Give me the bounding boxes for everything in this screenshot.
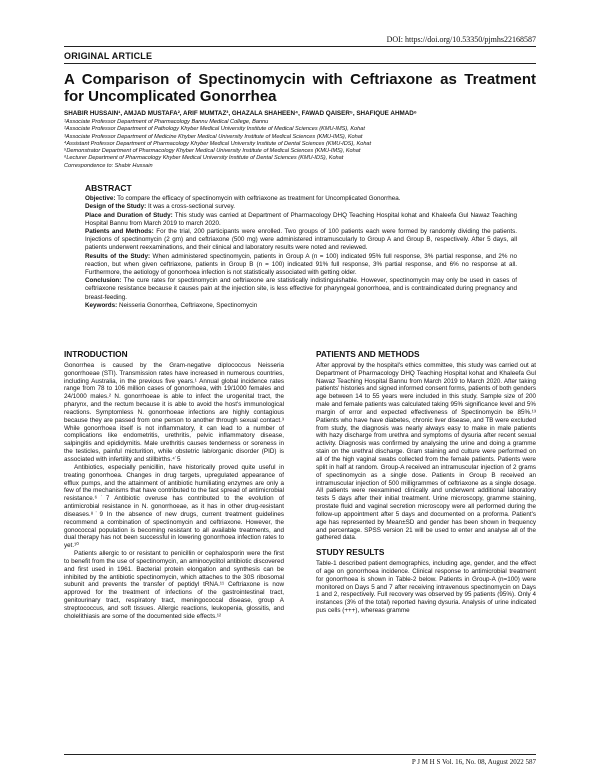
right-column xyxy=(316,351,536,615)
abstract-objective: Objective: To compare the efficacy of spectinomycin with ceftriaxone as treatment for Uncomplicated Gonorrhea. xyxy=(85,195,401,203)
left-column xyxy=(64,351,284,621)
correspondence: Correspondence to: Shabir Hussain xyxy=(64,162,153,169)
introduction-paragraph-2: Antibiotics, especially penicillin, have historically proved quite useful in treating gonorrhoea. Changes in drug targets, upregulated appearance of efflux pumps, and the attainment of antibiotic humiliating enzymes are only a few of the mechanisms that have contributed to the fast spread of antimicrobial resistance.⁶˙7 Antibiotic overuse has contributed to the evolution of antimicrobial resistance in N. gonorrhoeae, as it has in other drug-resistant diseases.⁸˙9 In the absence of new drugs, current treatment guidelines recommend a combination of spectinomycin and ceftriaxone. However, the gonococcal population is becoming resistant to all available treatments, and dual therapy has not been successful in lowering gonorrhoea infection rates to yet.¹⁰ xyxy=(64,463,284,550)
affiliation-2: ²Associate Professor Department of Pathology Khyber Medical University Institute of Medical Sciences (KMU-IMS), Kohat xyxy=(64,126,365,133)
header-rule-top xyxy=(64,46,536,47)
affiliation-5: ⁵Demonstrator Department of Pharmacology Khyber Medical University Institute of Medical Sciences (KMU-IMS), Kohat xyxy=(64,148,361,155)
abstract-keywords: Keywords: Neisseria Gonorrhea, Ceftriaxone, Spectinomycin xyxy=(85,301,258,309)
article-title: A Comparison of Spectinomycin with Ceftriaxone as Treatment for Uncomplicated Gonorrhea xyxy=(64,71,536,105)
affiliation-6: ⁶Lecturer Department of Pharmacology Khyber Medical University Institute of Dental Sciences (KMU-IDS), Kohat xyxy=(64,155,344,162)
abstract-results: Results of the Study: When administered spectinomycin, patients in Group A (n = 100) indicated 95% full response, 3% partial response, and 2% no reaction, but when given ceftriaxone, patients in Group B (n = 100) indicated 91% full response, 3% partial response, and 6% no response at all. Furthermore, the aetiology of gonorrhoea infection is not statistically associated with getting older. xyxy=(85,252,517,277)
abstract-place: Place and Duration of Study: This study was carried at Department of Pharmacology DHQ Teaching Hospital kohat and Khaleefa Gul Nawaz Teaching Hospital Bannu from March 2019 to march 2020. xyxy=(85,211,517,227)
affiliation-3: ³Associate Professor Department of Medicine Khyber Medical University Institute of Medical Sciences (KMU-IMS), Kohat xyxy=(64,133,363,140)
page-footer: P J M H S Vol. 16, No. 08, August 2022 587 xyxy=(411,758,536,766)
author-list: SHABIR HUSSAIN¹, AMJAD MUSTAFA², ARIF MUMTAZ³, GHAZALA SHAHEEN⁴, FAWAD QAISER⁵, SHAFIQUE AHMAD⁶ xyxy=(64,110,417,117)
abstract-design: Design of the Study: It was a cross-sectional survey. xyxy=(85,203,236,211)
header-rule-bottom xyxy=(64,63,536,64)
introduction-paragraph-1: Gonorrhea is caused by the Gram-negative diplococcus Neisseria gonorrhoeae (STI). Transmission rates have increased in numerous countries, including Australia, in the previous five years.¹ Annual global incidence rates range from 78 to 106 million cases of gonorrhoea, with 19/1000 females and 24/1000 males.² N. gonorrhoeae is able to infect the urogenital tract, the pharynx, and the rectum because it is able to avoid the host's immunological reactions. Symptomless N. gonorrhoeae infections are highly contagious because they are passed from one person to another through sexual contact.³ While gonorrhoea itself is not inflammatory, it can lead to a number of complications like endometritis, urethritis, pelvic inflammatory disease, salpingitis and epididymitis. Male urethritis causes tenderness or soreness in the testicles, painful micturition, while obstetric lab/organic disorder (PID) is associated with infertility and stillbirths.⁴˙5 xyxy=(64,361,284,463)
results-paragraph: Table-1 described patient demographics, including age, gender, and the effect of age on gonorrhoea incidence. Clinical response to antimicrobial treatment for gonorrhoea is shown in Table-2 below. Patients in Group-A (n=100) were monitored on Days 5 and 7 after receiving intravenous spectinomycin on Days 1 and 2, respectively. Full recovery was observed by 95 patients (95%). Only 4 instances (3% of the total) reported having dysuria. Analysis of urine indicated pus cells (+++), whereas gramme xyxy=(316,560,536,615)
abstract-block xyxy=(85,184,517,310)
affiliation-4: ⁴Assistant Professor Department of Pharmacology Khyber Medical University Institute of Dental Sciences (KMU-IDS), Kohat xyxy=(64,140,372,147)
abstract-heading: ABSTRACT xyxy=(85,183,132,193)
introduction-heading: INTRODUCTION xyxy=(64,349,128,359)
abstract-methods: Patients and Methods: For the trial, 200 participants were enrolled. Two groups of 100 patients each were formed by randomly dividing the patients. Injections of spectinomycin (2 gm) and ceftriaxone (500 mg) were administered intramuscularly to Group A and Group B, respectively. After 5 days, all patients underwent reexaminations, and their clinical and laboratory results were noted and reviewed. xyxy=(85,228,517,252)
results-heading: STUDY RESULTS xyxy=(316,547,385,558)
doi-link[interactable]: DOI: https://doi.org/10.53350/pjmhs22168587 xyxy=(386,35,536,44)
methods-paragraph: After approval by the hospital's ethics committee, this study was carried out at Department of Pharmacology DHQ Teaching Hospital kohat and Khaleefa Gul Nawaz Teaching Hospital Bannu from March 2019 to March 2020. After taking patients' histories and signed informed consent forms, patients of both genders age between 14 to 55 years were included in this study. Sample size of 200 male and female patients was calculated taking 95% significance level and 5% margin of error and expected effectiveness of Spectinomycin be 85%.¹³ Patients who have have diabetes, chronic liver disease, and TB were excluded from study, the diagnosis was nearly always easy to make in male patients with hazy discharge from urethra and symptoms of dysuria after recent sexual activity. Diagnosis was confirmed by analysing the urine and doing a gramme stain on the urethral discharge. Gram staining and culture were performed on all of the high vaginal swabs collected from the female patients. Patients were split in half at random. Group-A received an intramuscular injection of 2 grams of spectinomycin as a single dose. Patients in Group B received an intramuscular injection of 500 milligrammes of ceftriaxone as a single dosage. All patients were reexamined clinically and underwent additional laboratory tests 5 days after their initial treatment. Urine microscopy, gramme staining, prostate fluid and vaginal secretion microscopy were all performed during the follow-up appointment after 5 days and documented on a proforma. Patient's age has represented by Mean±SD and gender has been shown in frequency and percentage. SPSS version 21 will be used to enter and analyse all of the gathered data. xyxy=(316,361,536,542)
methods-heading: PATIENTS AND METHODS xyxy=(316,349,420,359)
footer-rule xyxy=(64,754,536,755)
affiliations xyxy=(64,119,536,170)
introduction-paragraph-3: Patients allergic to or resistant to penicillin or cephalosporin were the first to benefit from the use of spectinomycin, an aminocyclitol antibiotic discovered and first used in 1961. Bacterial protein elongation and synthesis can be inhibited by the antibiotic spectinomycin, which attaches to the 30S ribosomal subunit and prevents the transfer of peptidyl tRNA.¹¹ Ceftriaxone is now approved for the treatment of infections of the gastrointestinal tract, genitourinary tract, respiratory tract, meningococcal disease, group A streptococcus, and soft tissues. Allergic reactions, leukopenia, glossitis, and cholelithiasis are some of the documented side effects.¹² xyxy=(64,550,284,620)
affiliation-1: ¹Associate Professor Department of Pharmacology Bannu Medical College, Bannu xyxy=(64,119,269,125)
article-type-label: ORIGINAL ARTICLE xyxy=(64,51,153,61)
abstract-conclusion: Conclusion: The cure rates for spectinomycin and ceftriaxone are statistically indistinguishable. However, spectinomycin may only be used in cases of ceftriaxone resistance because it causes pain at the injection site, is less effective for pharyngeal gonorrhoea, and is contraindicated during pregnancy and breast-feeding. xyxy=(85,277,517,301)
